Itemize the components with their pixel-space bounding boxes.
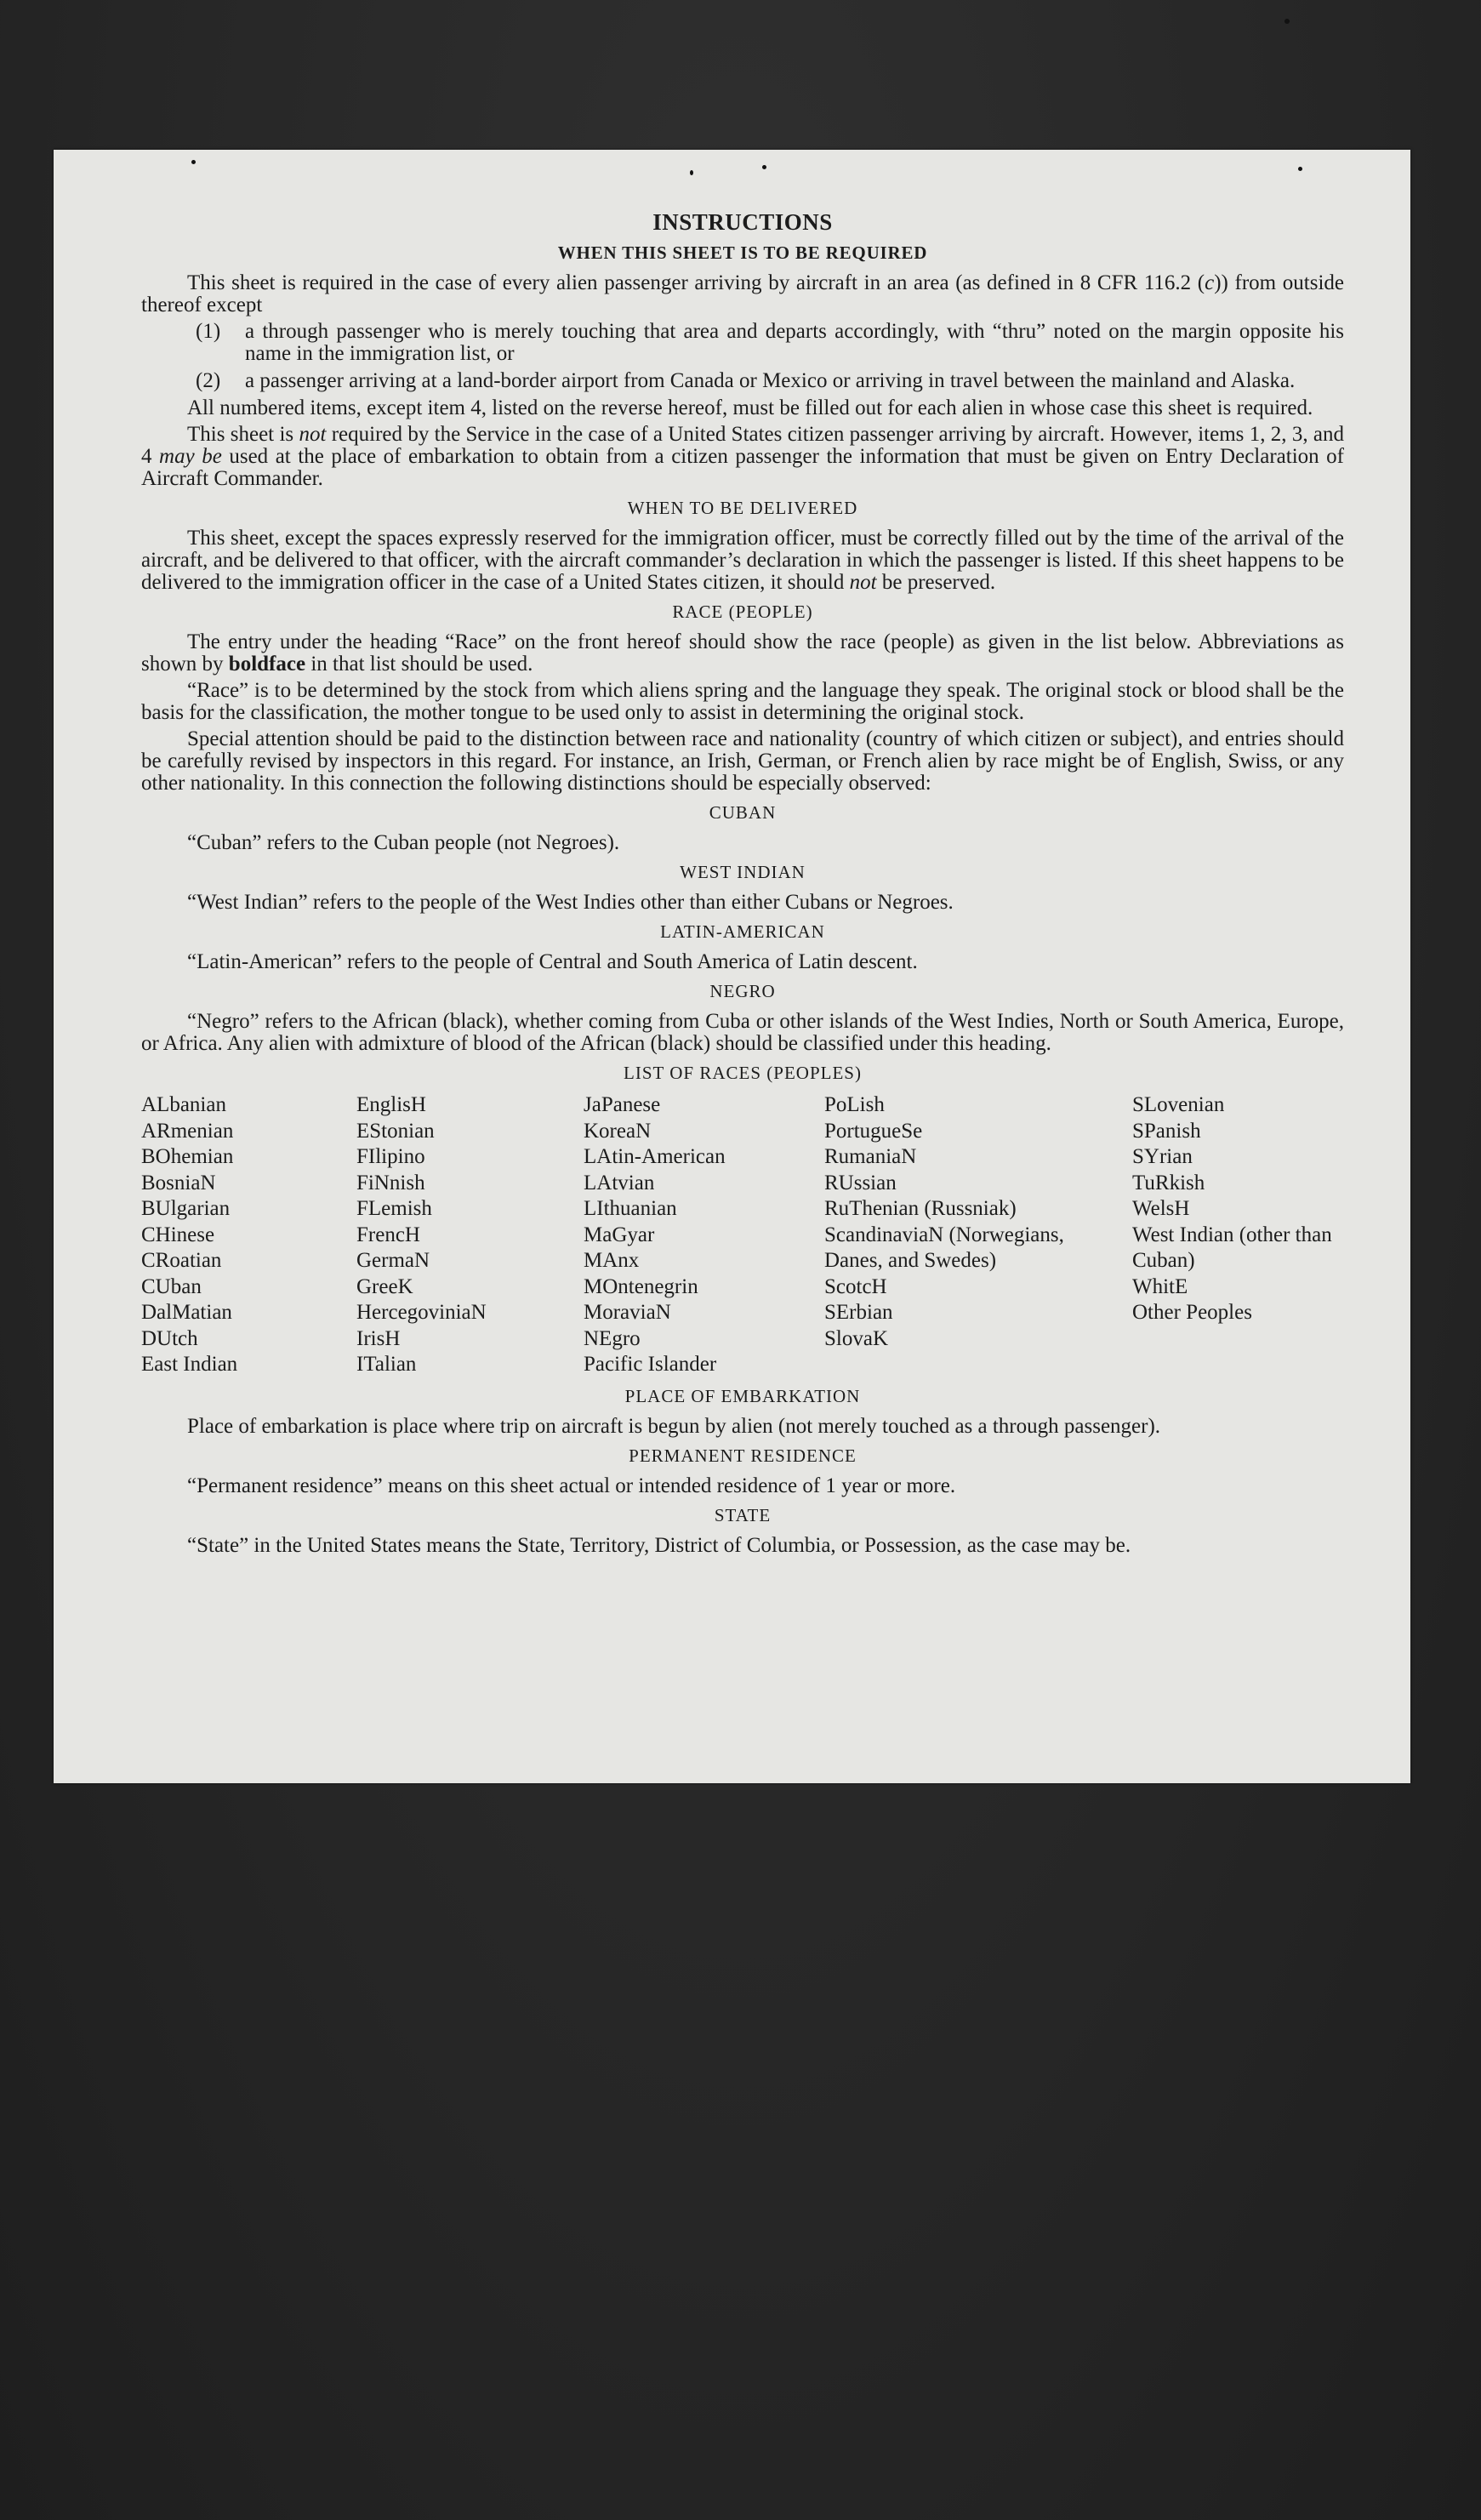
- race-entry: MAnx: [584, 1249, 640, 1272]
- scan-speck: [1298, 167, 1302, 171]
- citizen-text-b: required by the Service in the case of a United States citizen passenger arriving by aircraft. However, items 1, 2, 3, and 4: [141, 423, 1344, 468]
- race-entry: BUlgarian: [141, 1197, 231, 1220]
- instructions-body: [141, 211, 1344, 1561]
- negro-paragraph: “Negro” refers to the African (black), whether coming from Cuba or other islands of the West Indies, North or South America, Europe, or Africa. Any alien with admixture of blood of the African (black) should be classified under this heading.: [141, 1010, 1344, 1055]
- race-entry: DalMatian: [141, 1301, 232, 1324]
- west-indian-paragraph: “West Indian” refers to the people of the West Indies other than either Cubans or Negroes.: [187, 891, 954, 914]
- race-entry: JaPanese: [584, 1093, 661, 1116]
- embarkation-heading: PLACE OF EMBARKATION: [624, 1385, 861, 1406]
- race-paragraph-3: Special attention should be paid to the distinction between race and nationality (country of which citizen or subject), and entries should be carefully revised by inspectors in this regard. For instance, an Irish, German, or French alien by race might be of English, Swiss, or any other nationality. In this connection the following distinctions should be especially observed:: [141, 727, 1344, 795]
- race-entry: SlovaK: [824, 1326, 888, 1350]
- when-required-intro: [141, 272, 1344, 316]
- race-entry: EStonian: [356, 1119, 435, 1143]
- citizen-text-not: not: [299, 423, 327, 446]
- race-entry: East Indian: [141, 1353, 238, 1376]
- scan-speck: [690, 170, 693, 175]
- numbered-items-paragraph: All numbered items, except item 4, listed on the reverse hereof, must be filled out for each alien in whose case this sheet is required.: [187, 396, 1313, 419]
- race-entry: ARmenian: [141, 1119, 234, 1143]
- race-entry: WelsH: [1132, 1197, 1190, 1220]
- race-entry: LAtvian: [584, 1171, 655, 1194]
- races-list: [141, 1092, 1344, 1378]
- race-entry: GermaN: [356, 1249, 430, 1272]
- race-entry: CRoatian: [141, 1249, 222, 1272]
- race-entry: GreeK: [356, 1274, 413, 1298]
- race-entry: BOhemian: [141, 1145, 234, 1168]
- race-heading: RACE (PEOPLE): [672, 601, 813, 622]
- embarkation-paragraph: Place of embarkation is place where trip on aircraft is begun by alien (not merely touched as a through passenger).: [187, 1414, 1161, 1438]
- exception-text: a passenger arriving at a land-border airport from Canada or Mexico or arriving in travel between the mainland and Alaska.: [245, 369, 1296, 392]
- race-entry: RuThenian (Russniak): [824, 1197, 1017, 1220]
- race-entry: NEgro: [584, 1326, 641, 1350]
- race-entry: CUban: [141, 1274, 202, 1298]
- race-paragraph-2: “Race” is to be determined by the stock from which aliens spring and the language they speak. The original stock or blood shall be the basis for the classification, the mother tongue to be used only to assist in determining the original stock.: [141, 679, 1344, 724]
- latin-american-paragraph: “Latin-American” refers to the people of Central and South America of Latin descent.: [187, 950, 918, 973]
- negro-heading: NEGRO: [709, 981, 776, 1001]
- race-entry: FIlipino: [356, 1145, 425, 1168]
- race-entry: ScandinaviaN (Norwegians, Danes, and Swedes): [824, 1223, 1064, 1272]
- race-entry: SPanish: [1132, 1119, 1201, 1143]
- intro-text-b: )) from outside thereof except: [141, 271, 1344, 316]
- race-entry: WhitE: [1132, 1274, 1188, 1298]
- exception-item: [141, 370, 1344, 392]
- race-entry: EnglisH: [356, 1093, 426, 1116]
- race-entry: PoLish: [824, 1093, 885, 1116]
- residence-paragraph: “Permanent residence” means on this sheet actual or intended residence of 1 year or more.: [187, 1474, 956, 1497]
- citizen-text-c: used at the place of embarkation to obtain from a citizen passenger the information that must be given on Entry Declaration of Aircraft Commander.: [141, 445, 1345, 490]
- race-entry: HercegoviniaN: [356, 1301, 487, 1324]
- race-entry: Other Peoples: [1132, 1301, 1252, 1324]
- race-entry: LAtin-American: [584, 1145, 726, 1168]
- race-entry: PortugueSe: [824, 1119, 923, 1143]
- when-required-heading: WHEN THIS SHEET IS TO BE REQUIRED: [557, 242, 928, 263]
- race-entry: ALbanian: [141, 1093, 226, 1116]
- citizen-text-a: This sheet is: [187, 423, 299, 446]
- exception-item: [141, 321, 1344, 365]
- when-delivered-paragraph: [141, 527, 1344, 594]
- scan-speck: [191, 160, 196, 164]
- residence-heading: PERMANENT RESIDENCE: [629, 1445, 857, 1466]
- race-entry: CHinese: [141, 1223, 215, 1246]
- race-entry: RUssian: [824, 1171, 897, 1194]
- race-entry: KoreaN: [584, 1119, 652, 1143]
- page-title: INSTRUCTIONS: [652, 209, 833, 235]
- races-list-heading: LIST OF RACES (PEOPLES): [624, 1063, 862, 1083]
- race-entry: TuRkish: [1132, 1171, 1205, 1194]
- intro-text-c: c: [1205, 271, 1215, 294]
- race-entry: BosniaN: [141, 1171, 216, 1194]
- citizen-paragraph: [141, 424, 1344, 490]
- scan-speck: [762, 165, 766, 169]
- state-heading: STATE: [714, 1504, 772, 1525]
- race-entry: FrencH: [356, 1223, 420, 1246]
- delivered-text-a: This sheet, except the spaces expressly reserved for the immigration officer, must be correctly filled out by the time of the arrival of the aircraft, and be delivered to that officer, with the aircraft commander’s declaration in which the passenger is listed. If this sheet happens to be delivered to the immigration officer in the case of a United States citizen, it should: [141, 527, 1344, 594]
- race-p1-text-a: The entry under the heading “Race” on the front hereof should show the race (people) as given in the list below. Abbreviations as shown by: [141, 630, 1344, 676]
- intro-text-a: This sheet is required in the case of every alien passenger arriving by aircraft in an area (as defined in 8 CFR 116.2 (: [187, 271, 1205, 294]
- race-entry: ITalian: [356, 1353, 417, 1376]
- race-p1-bold: boldface: [228, 653, 306, 676]
- west-indian-heading: WEST INDIAN: [680, 862, 806, 882]
- race-entry: LIthuanian: [584, 1197, 677, 1220]
- race-entry: MoraviaN: [584, 1301, 671, 1324]
- exception-number: (1): [196, 320, 221, 343]
- race-entry: MaGyar: [584, 1223, 655, 1246]
- cuban-heading: CUBAN: [709, 802, 777, 823]
- scan-speck: [1284, 19, 1290, 24]
- citizen-text-maybe: may be: [159, 445, 222, 468]
- race-entry: FiNnish: [356, 1171, 425, 1194]
- race-entry: ScotcH: [824, 1274, 887, 1298]
- race-entry: IrisH: [356, 1326, 401, 1350]
- race-entry: DUtch: [141, 1326, 198, 1350]
- race-entry: RumaniaN: [824, 1145, 917, 1168]
- delivered-text-not: not: [849, 571, 877, 594]
- latin-american-heading: LATIN-AMERICAN: [660, 921, 825, 942]
- race-entry: SYrian: [1132, 1145, 1193, 1168]
- race-entry: West Indian (other than Cuban): [1132, 1223, 1332, 1272]
- races-column: [584, 1092, 824, 1378]
- races-column: [141, 1092, 356, 1378]
- state-paragraph: “State” in the United States means the State, Territory, District of Columbia, or Possession, as the case may be.: [187, 1533, 1131, 1557]
- race-p1-text-b: in that list should be used.: [305, 653, 533, 676]
- exception-number: (2): [196, 369, 221, 392]
- instruction-sheet: [54, 150, 1410, 1783]
- delivered-text-b: be preserved.: [876, 571, 996, 594]
- race-entry: SLovenian: [1132, 1093, 1225, 1116]
- race-entry: Pacific Islander: [584, 1353, 717, 1376]
- race-paragraph-1: [141, 631, 1344, 676]
- exception-text: a through passenger who is merely touching that area and departs accordingly, with “thru” noted on the margin opposite his name in the immigration list, or: [245, 320, 1344, 365]
- race-entry: MOntenegrin: [584, 1274, 698, 1298]
- races-column: [824, 1092, 1132, 1378]
- races-column: [356, 1092, 584, 1378]
- cuban-paragraph: “Cuban” refers to the Cuban people (not Negroes).: [187, 831, 620, 854]
- when-delivered-heading: WHEN TO BE DELIVERED: [627, 498, 858, 518]
- race-entry: SErbian: [824, 1301, 893, 1324]
- race-entry: FLemish: [356, 1197, 432, 1220]
- races-column: [1132, 1092, 1344, 1378]
